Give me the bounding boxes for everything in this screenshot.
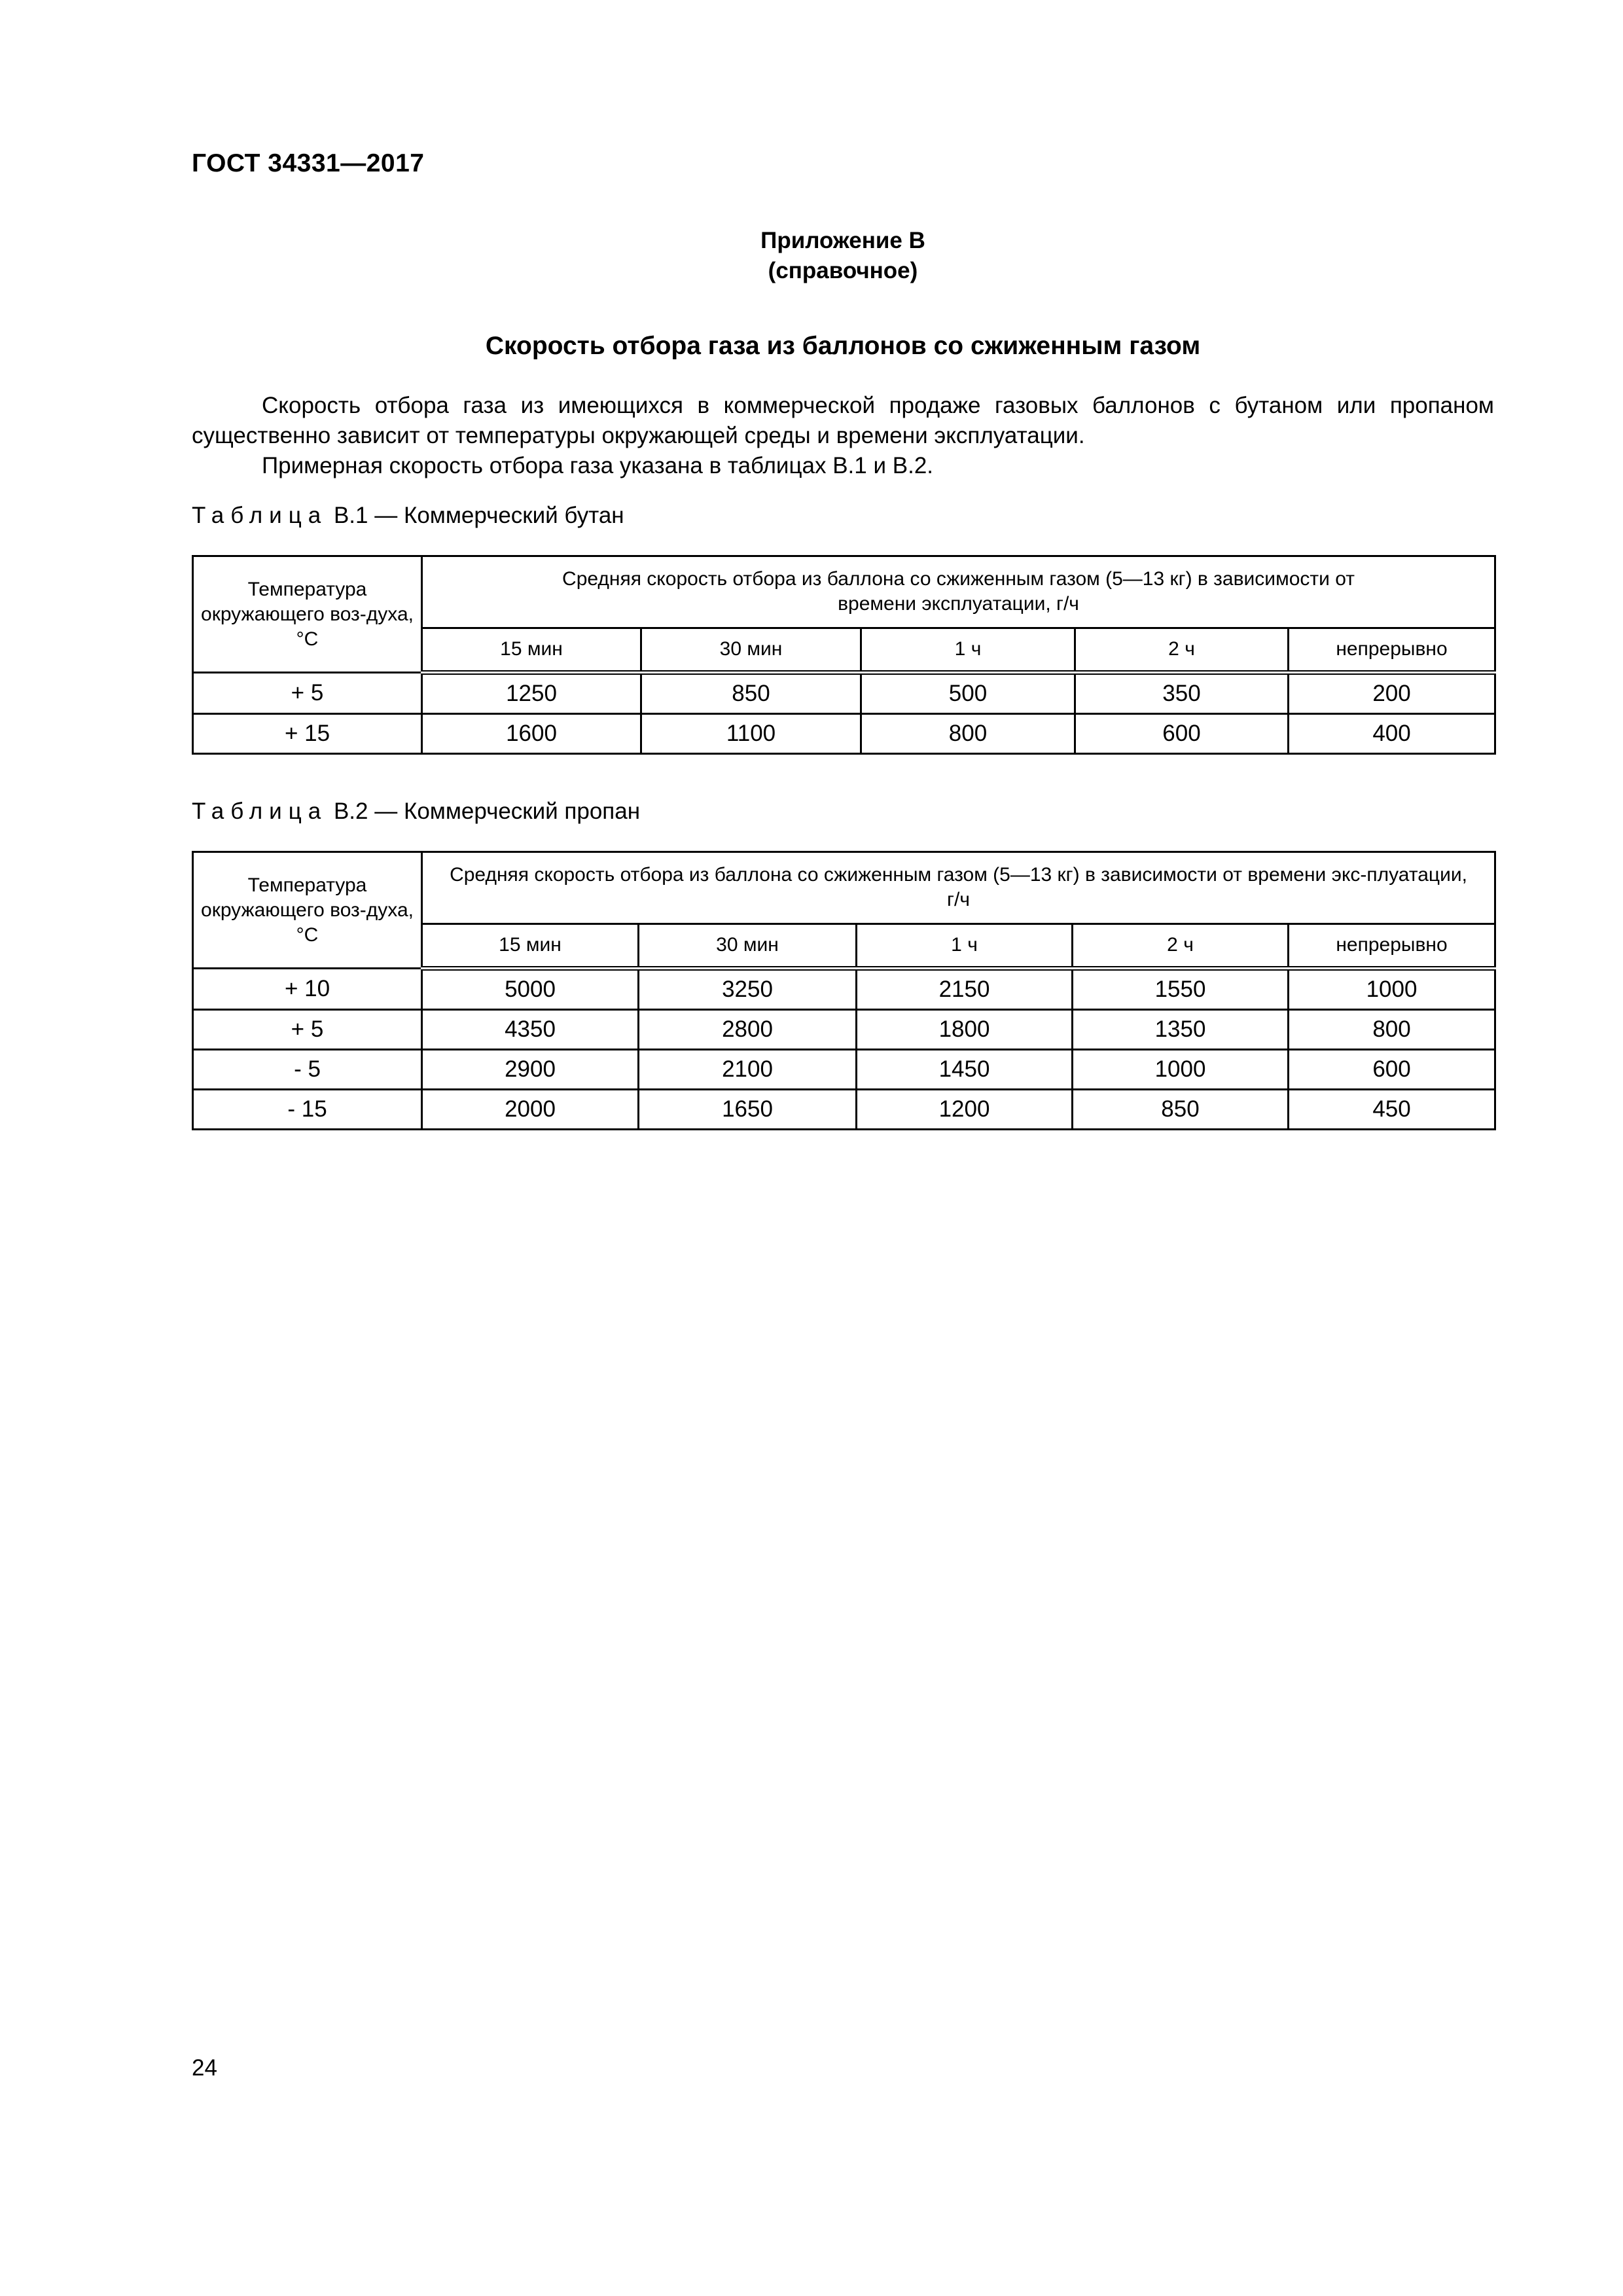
- table-row: [193, 1090, 1495, 1130]
- section-title: Скорость отбора газа из баллонов со сжиженным газом: [485, 332, 1201, 360]
- table-row: [193, 714, 1495, 754]
- table-row: [193, 673, 1495, 714]
- table-cell-temp: + 15: [193, 714, 422, 754]
- table-cell-temp: + 5: [193, 673, 422, 714]
- table-cell-temp: + 10: [193, 969, 422, 1010]
- table-2-col-header: 15 мин: [422, 924, 639, 968]
- table-cell: 1250: [422, 673, 641, 714]
- table-cell: 2900: [422, 1050, 639, 1090]
- table-2-caption: [192, 798, 640, 825]
- intro-paragraph-2: Примерная скорость отбора газа указана в таблицах В.1 и В.2.: [262, 453, 934, 478]
- table-cell: 400: [1289, 714, 1495, 754]
- appendix-status: (справочное): [768, 258, 918, 283]
- appendix-heading: [192, 226, 1494, 286]
- table-2-caption-title: В.2 — Коммерческий пропан: [327, 798, 641, 824]
- table-1-caption: [192, 503, 624, 529]
- table-1-row-header: Температура окружающего воз-духа, °С: [193, 556, 422, 673]
- table-1-col-header: 15 мин: [422, 628, 641, 672]
- table-cell: 1800: [857, 1010, 1073, 1050]
- table-cell: 1350: [1073, 1010, 1289, 1050]
- table-cell: 500: [861, 673, 1075, 714]
- table-2: [192, 851, 1496, 1130]
- table-row: [193, 969, 1495, 1010]
- table-cell-temp: - 15: [193, 1090, 422, 1130]
- table-cell: 850: [1073, 1090, 1289, 1130]
- table-1-col-header: 30 мин: [641, 628, 861, 672]
- table-2-group-header: Средняя скорость отбора из баллона со сжиженным газом (5—13 кг) в зависимости от времени экс-плуатации, г/ч: [422, 852, 1495, 924]
- table-cell-temp: + 5: [193, 1010, 422, 1050]
- table-cell: 1450: [857, 1050, 1073, 1090]
- table-cell-temp: - 5: [193, 1050, 422, 1090]
- table-2-col-header: 2 ч: [1073, 924, 1289, 968]
- table-cell: 1100: [641, 714, 861, 754]
- table-1-caption-prefix: Таблица: [192, 503, 328, 528]
- table-1-col-header: непрерывно: [1289, 628, 1495, 672]
- table-1-col-header: 1 ч: [861, 628, 1075, 672]
- page-number: 24: [192, 2055, 217, 2081]
- table-cell: 2000: [422, 1090, 639, 1130]
- table-cell: 2150: [857, 969, 1073, 1010]
- table-2-col-header: непрерывно: [1289, 924, 1495, 968]
- table-1-group-header: Средняя скорость отбора из баллона со сжиженным газом (5—13 кг) в зависимости от времени эксплуатации, г/ч: [422, 556, 1495, 628]
- intro-paragraph-1: Скорость отбора газа из имеющихся в коммерческой продаже газовых баллонов с бутаном или пропаном существенно зависит от температуры окружающей среды и времени эксплуатации.: [192, 393, 1494, 448]
- table-1-caption-title: В.1 — Коммерческий бутан: [327, 503, 624, 528]
- table-cell: 1000: [1073, 1050, 1289, 1090]
- table-2-col-header: 30 мин: [639, 924, 857, 968]
- table-cell: 1000: [1289, 969, 1495, 1010]
- table-cell: 5000: [422, 969, 639, 1010]
- table-1: [192, 555, 1496, 755]
- table-2-caption-prefix: Таблица: [192, 798, 328, 824]
- table-cell: 350: [1075, 673, 1289, 714]
- intro-text: [192, 391, 1494, 481]
- table-cell: 850: [641, 673, 861, 714]
- table-cell: 4350: [422, 1010, 639, 1050]
- table-1-col-header: 2 ч: [1075, 628, 1289, 672]
- table-cell: 200: [1289, 673, 1495, 714]
- table-cell: 1650: [639, 1090, 857, 1130]
- document-code: ГОСТ 34331—2017: [192, 149, 425, 177]
- table-cell: 2800: [639, 1010, 857, 1050]
- table-cell: 3250: [639, 969, 857, 1010]
- table-cell: 1550: [1073, 969, 1289, 1010]
- table-cell: 800: [1289, 1010, 1495, 1050]
- table-cell: 2100: [639, 1050, 857, 1090]
- table-cell: 800: [861, 714, 1075, 754]
- table-2-row-header: Температура окружающего воз-духа, °С: [193, 852, 422, 969]
- table-row: [193, 1010, 1495, 1050]
- table-row: [193, 1050, 1495, 1090]
- table-cell: 600: [1289, 1050, 1495, 1090]
- table-cell: 600: [1075, 714, 1289, 754]
- table-cell: 1600: [422, 714, 641, 754]
- table-cell: 1200: [857, 1090, 1073, 1130]
- table-2-col-header: 1 ч: [857, 924, 1073, 968]
- table-cell: 450: [1289, 1090, 1495, 1130]
- appendix-label: Приложение В: [760, 228, 925, 253]
